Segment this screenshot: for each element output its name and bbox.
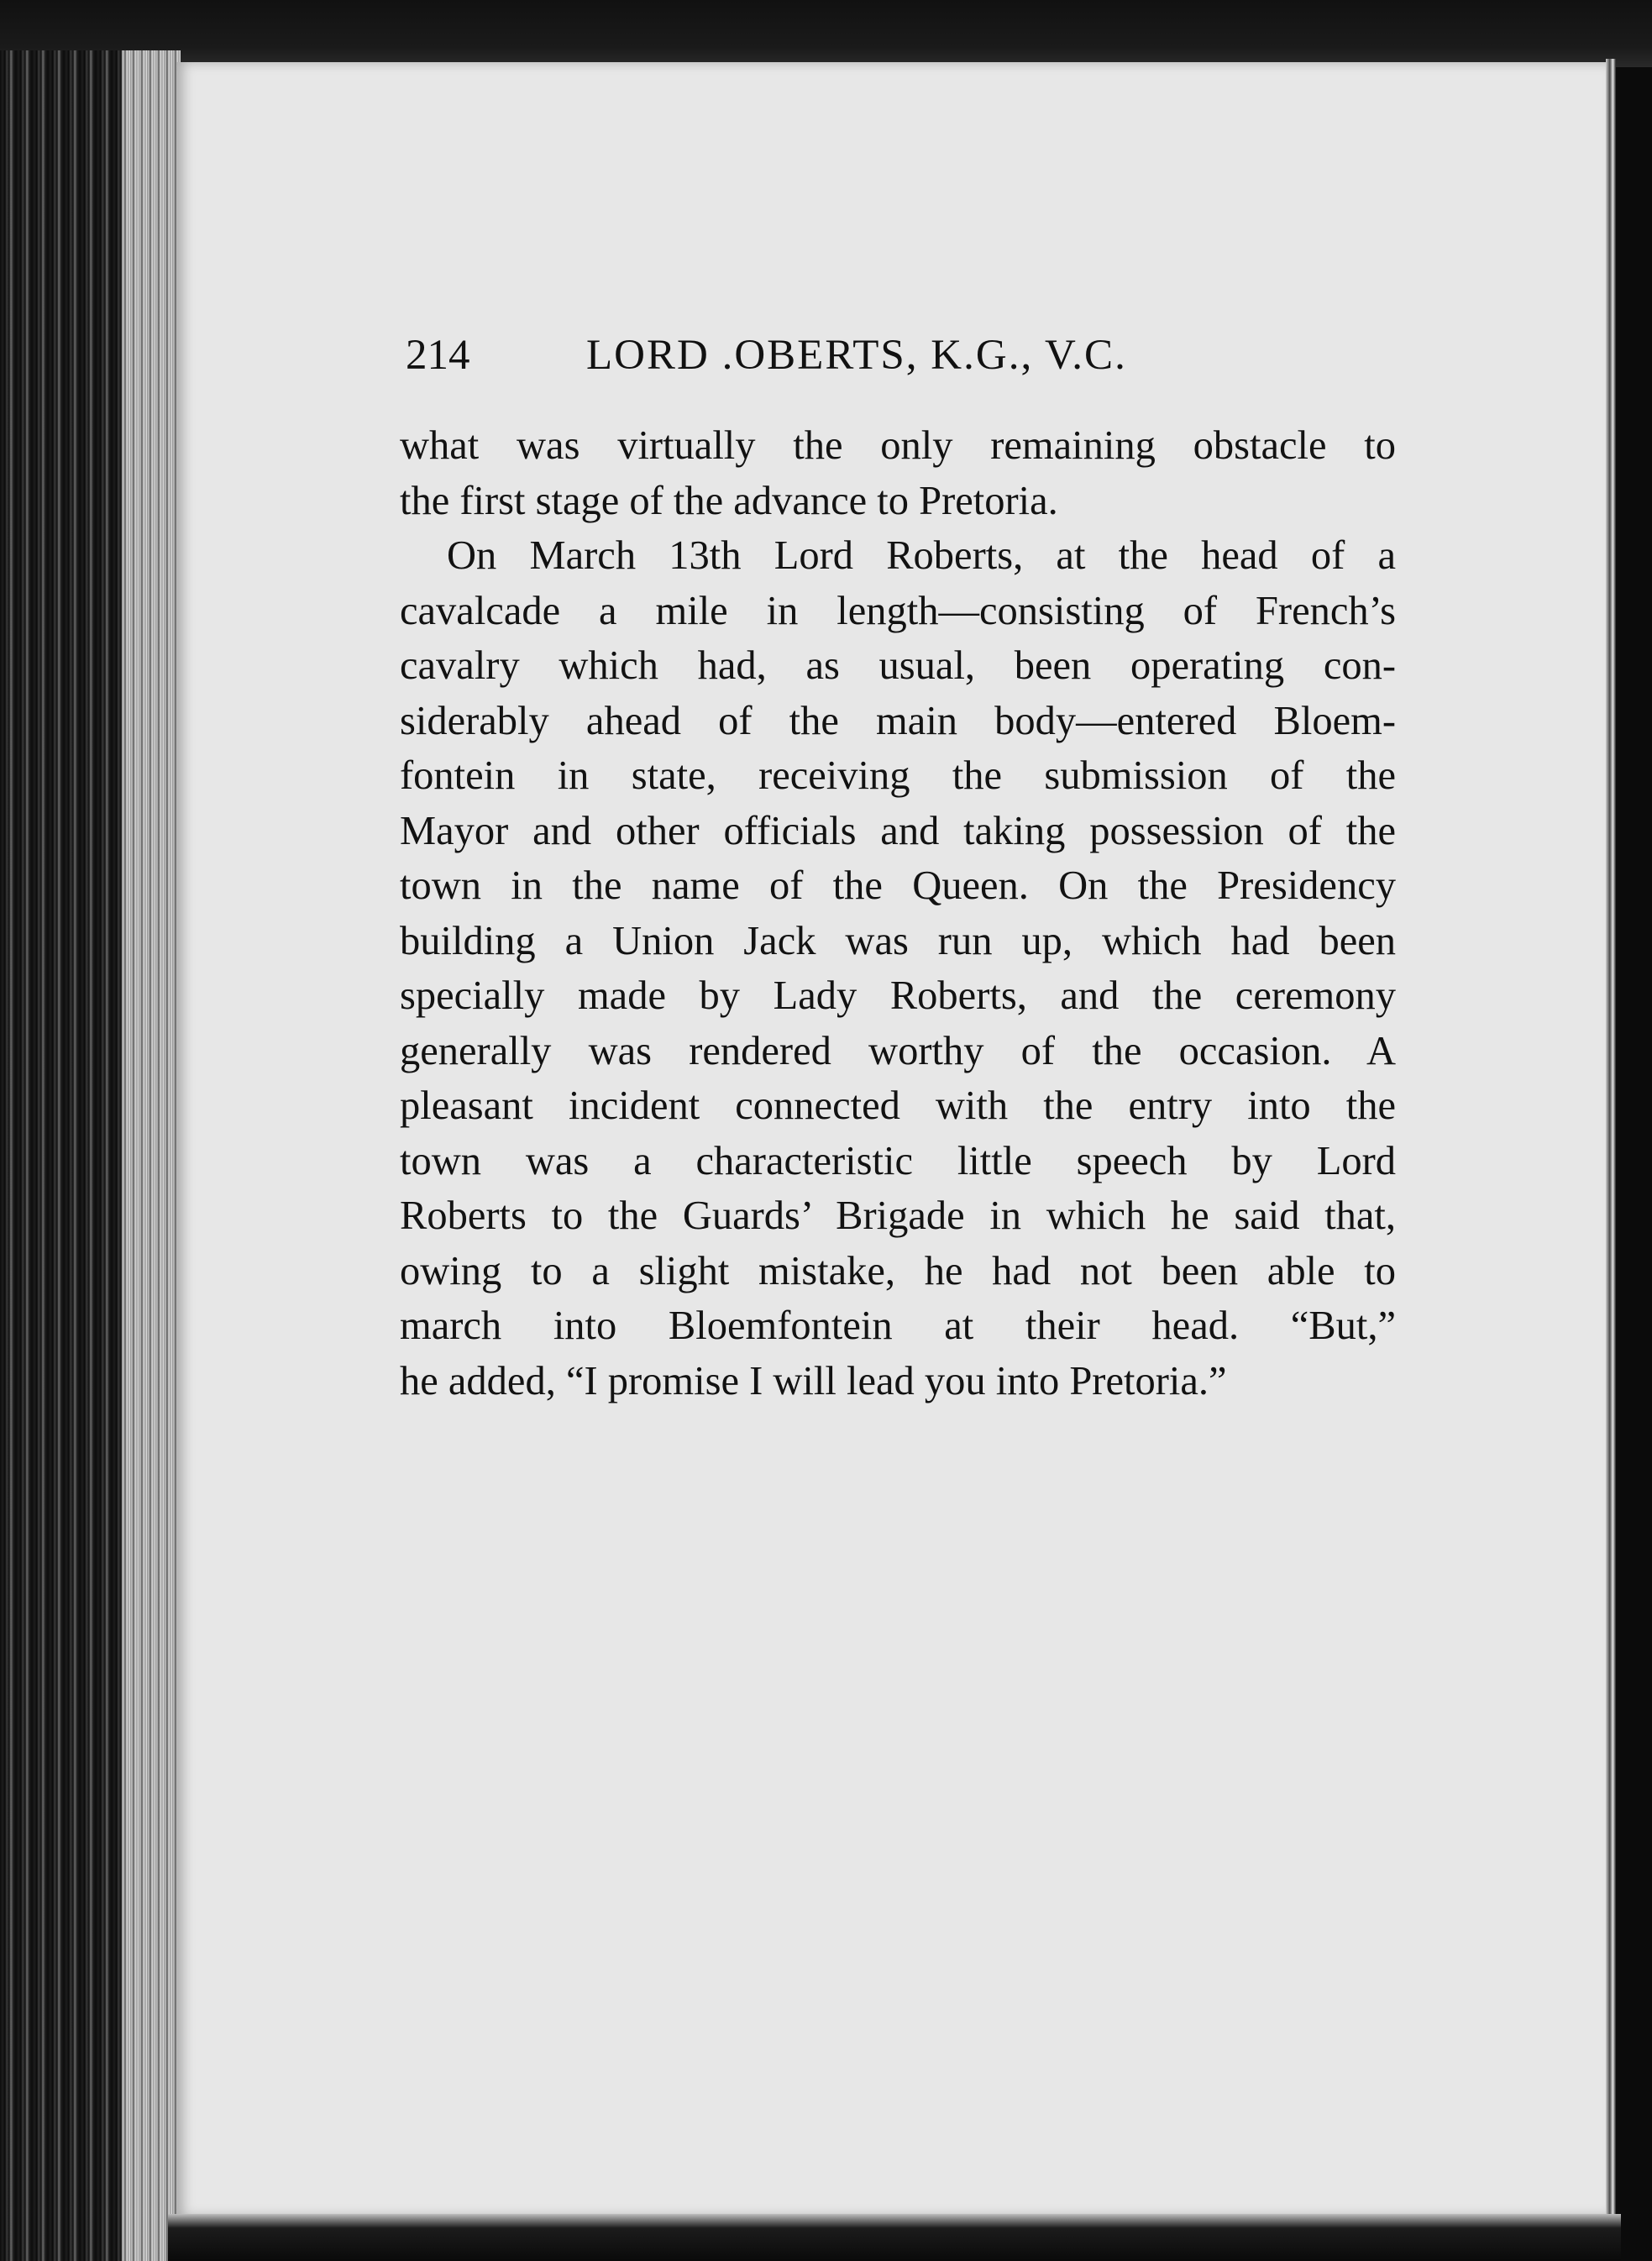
text-line: siderably ahead of the main body—entered Bloem- xyxy=(400,698,1396,743)
text-line: the first stage of the advance to Pretoria. xyxy=(400,478,1058,523)
text-line: fontein in state, receiving the submission of the xyxy=(400,753,1396,798)
text-line: town was a characteristic little speech by Lord xyxy=(400,1138,1396,1183)
text-line: Mayor and other officials and taking possession of the xyxy=(400,808,1396,853)
text-line: specially made by Lady Roberts, and the ceremony xyxy=(400,973,1396,1018)
running-title: LORD .OBERTS, K.G., V.C. xyxy=(586,332,1127,379)
text-line: march into Bloemfontein at their head. “But,” xyxy=(400,1304,1396,1348)
page-right-edge xyxy=(1606,59,1616,2222)
page-number: 214 xyxy=(406,332,470,379)
text-line: generally was rendered worthy of the occasion. A xyxy=(400,1028,1396,1073)
book-binding-edge xyxy=(0,50,181,2261)
text-line: building a Union Jack was run up, which had been xyxy=(400,918,1396,963)
scan-top-shadow xyxy=(0,0,1652,67)
text-line: what was virtually the only remaining obstacle to xyxy=(400,423,1396,468)
text-line: owing to a slight mistake, he had not been able to xyxy=(400,1248,1396,1293)
text-line: On March 13th Lord Roberts, at the head of a xyxy=(447,533,1396,578)
text-line: cavalry which had, as usual, been operating con- xyxy=(400,643,1396,688)
text-line: he added, “I promise I will lead you into Pretoria.” xyxy=(400,1358,1227,1403)
text-line: cavalcade a mile in length—consisting of French’s xyxy=(400,588,1396,633)
running-head xyxy=(406,326,1246,385)
text-line: town in the name of the Queen. On the Presidency xyxy=(400,863,1396,908)
body-text xyxy=(400,418,1396,1409)
page-bottom-edge xyxy=(168,2214,1621,2261)
text-line: pleasant incident connected with the entry into the xyxy=(400,1083,1396,1128)
text-line: Roberts to the Guards’ Brigade in which he said that, xyxy=(400,1193,1396,1238)
